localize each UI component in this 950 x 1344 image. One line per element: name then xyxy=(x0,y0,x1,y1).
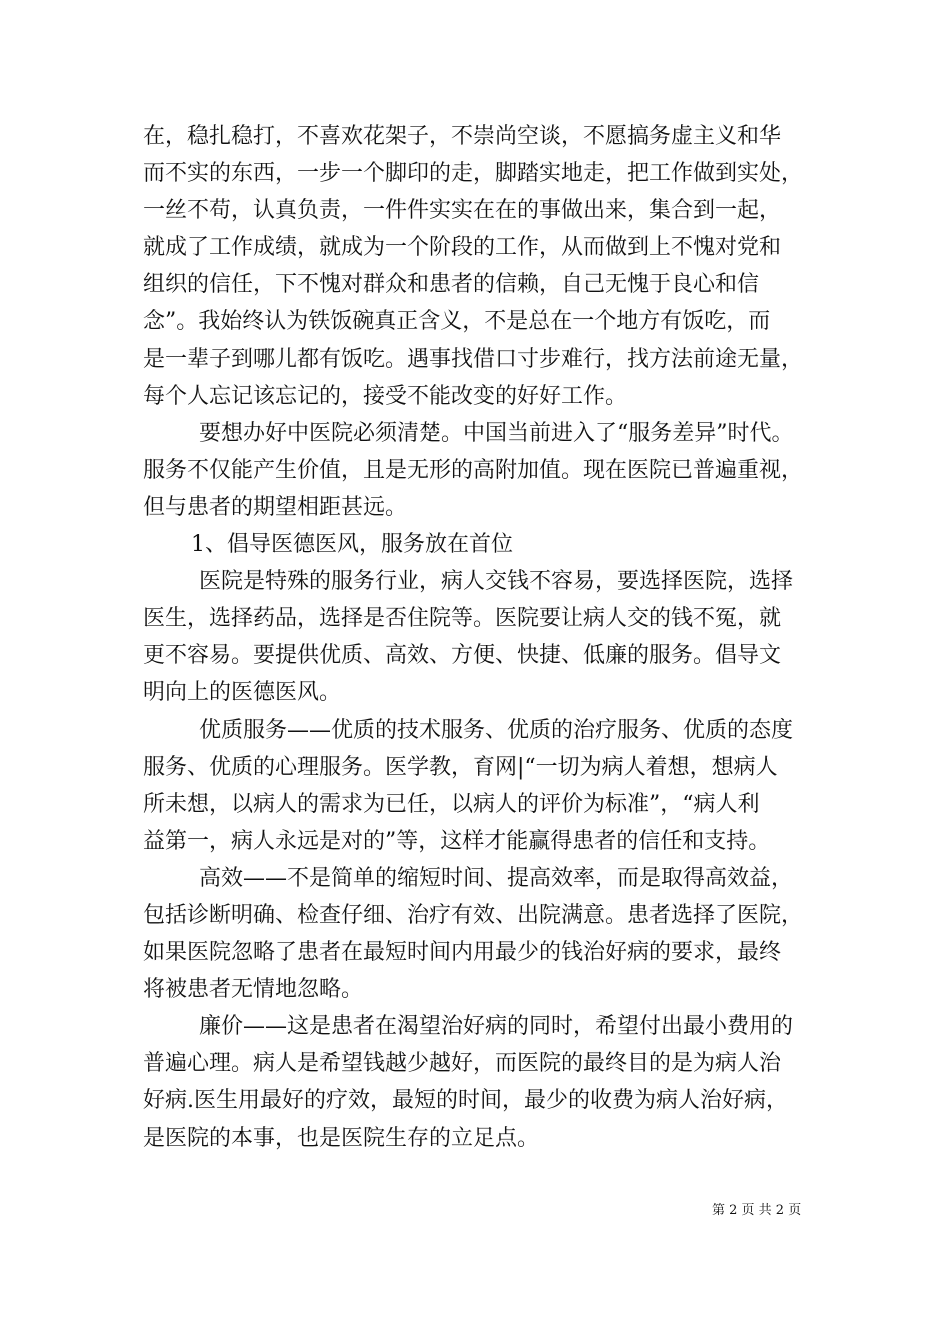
text-line: 就成了工作成绩，就成为一个阶段的工作，从而做到上不愧对党和 xyxy=(143,235,782,261)
text-line: 而不实的东西，一步一个脚印的走，脚踏实地走，把工作做到实处， xyxy=(143,161,804,187)
text-line: 普遍心理。病人是希望钱越少越好，而医院的最终目的是为病人治 xyxy=(143,1051,782,1077)
text-line: 服务不仅能产生价值，且是无形的高附加值。现在医院已普遍重视， xyxy=(143,457,804,483)
text-line: 好病.医生用最好的疗效，最短的时间，最少的收费为病人治好病， xyxy=(143,1088,788,1114)
text-line: 一丝不苟，认真负责，一件件实实在在的事做出来，集合到一起， xyxy=(143,198,782,224)
text-line: 将被患者无情地忽略。 xyxy=(143,977,364,1003)
text-line: 更不容易。要提供优质、高效、方便、快捷、低廉的服务。倡导文 xyxy=(143,643,782,669)
section-heading: 1、倡导医德医风，服务放在首位 xyxy=(191,532,513,558)
text-line: 是医院的本事，也是医院生存的立足点。 xyxy=(143,1125,540,1151)
document-body xyxy=(143,118,815,1157)
paragraph-start-line: 要想办好中医院必须清楚。中国当前进入了“服务差异”时代。 xyxy=(199,420,794,446)
paragraph-start-line: 优质服务——优质的技术服务、优质的治疗服务、优质的态度 xyxy=(199,717,794,743)
text-line: 念”。我始终认为铁饭碗真正含义，不是总在一个地方有饭吃，而 xyxy=(143,309,771,335)
text-line: 组织的信任，下不愧对群众和患者的信赖，自己无愧于良心和信 xyxy=(143,272,760,298)
text-line: 但与患者的期望相距甚远。 xyxy=(143,494,408,520)
paragraph-start-line: 廉价——这是患者在渴望治好病的同时，希望付出最小费用的 xyxy=(199,1014,794,1040)
text-line: 是一辈子到哪儿都有饭吃。遇事找借口寸步难行，找方法前途无量， xyxy=(143,346,804,372)
text-line: 每个人忘记该忘记的，接受不能改变的好好工作。 xyxy=(143,383,628,409)
paragraph-start-line: 医院是特殊的服务行业，病人交钱不容易，要选择医院，选择 xyxy=(199,569,794,595)
page-number: 第 2 页 共 2 页 xyxy=(712,1203,802,1218)
paragraph-start-line: 高效——不是简单的缩短时间、提高效率，而是取得高效益， xyxy=(199,865,794,891)
text-line: 益第一，病人永远是对的”等，这样才能赢得患者的信任和支持。 xyxy=(143,828,771,854)
text-line: 服务、优质的心理服务。医学教，育网|“一切为病人着想，想病人 xyxy=(143,754,778,780)
text-line: 明向上的医德医风。 xyxy=(143,680,342,706)
text-line: 医生，选择药品，选择是否住院等。医院要让病人交的钱不冤，就 xyxy=(143,606,782,632)
text-line: 所未想，以病人的需求为已任，以病人的评价为标准”，“病人利 xyxy=(143,791,760,817)
text-line: 在，稳扎稳打，不喜欢花架子，不崇尚空谈，不愿搞务虚主义和华 xyxy=(143,124,782,149)
text-line: 包括诊断明确、检查仔细、治疗有效、出院满意。患者选择了医院， xyxy=(143,902,804,928)
text-line: 如果医院忽略了患者在最短时间内用最少的钱治好病的要求，最终 xyxy=(143,940,782,966)
